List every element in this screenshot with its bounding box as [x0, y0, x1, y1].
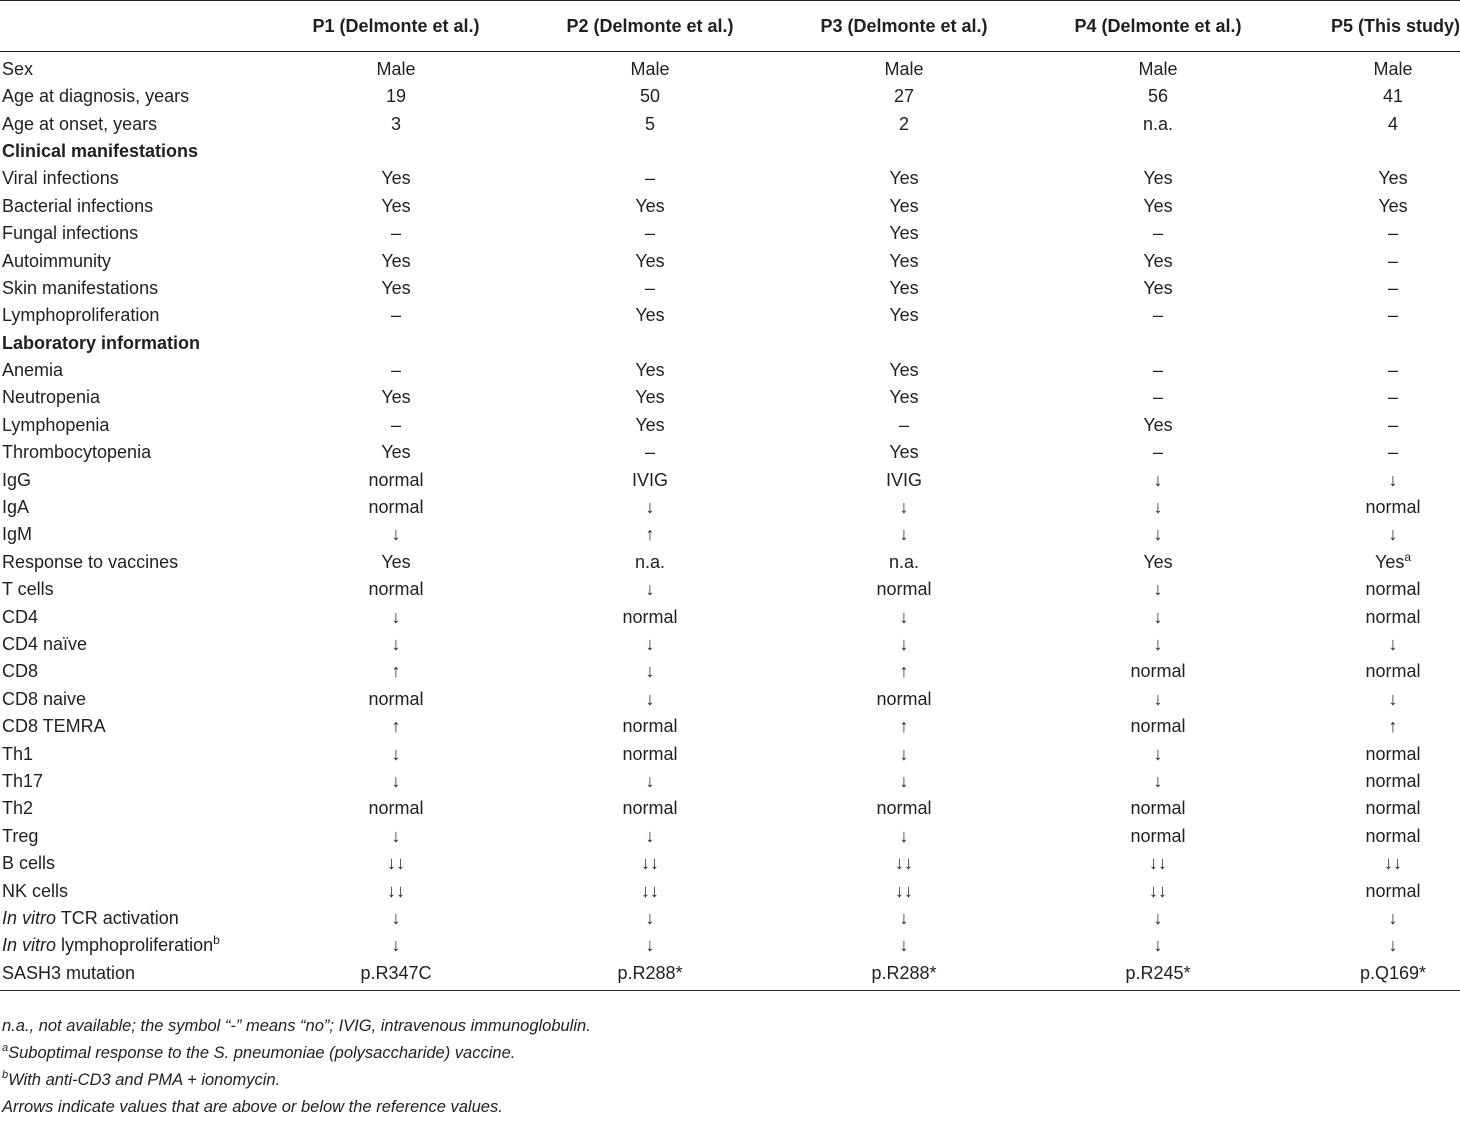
cell-p3: 27	[893, 86, 915, 107]
cell-p3: ↓	[899, 497, 909, 518]
cell-p5: 41	[1382, 86, 1404, 107]
cell-p5: p.Q169*	[1286, 960, 1460, 991]
cell-p2: ↓	[645, 935, 655, 956]
row-label: SASH3 mutation	[0, 960, 270, 991]
row-label: IgA	[2, 497, 30, 518]
cell-p3: ↓	[899, 634, 909, 654]
table-body	[0, 52, 1460, 991]
cell-p4: ↓	[1153, 688, 1163, 709]
table-row	[0, 466, 1460, 493]
table-row	[0, 932, 1460, 959]
cell-p2: ↓	[645, 661, 655, 682]
table-row	[0, 110, 1460, 137]
cell-p1: –	[390, 414, 401, 435]
cell-p2: ↓	[645, 770, 655, 791]
cell-p1: 19	[385, 86, 407, 107]
cell-p1: ↓	[391, 907, 401, 928]
cell-p3: ↑	[899, 661, 909, 682]
table-row	[0, 357, 1460, 384]
cell-p4: Yes	[1143, 277, 1173, 298]
row-label	[0, 932, 270, 959]
cell-p4: ↓	[1153, 743, 1163, 764]
table-row	[0, 877, 1460, 904]
cell-p4: ↓↓	[1149, 880, 1167, 901]
cell-p5: ↑	[1388, 716, 1398, 737]
cell-p3: Yes	[889, 168, 919, 189]
row-label: Lymphoproliferation	[2, 305, 160, 326]
cell-p4: n.a.	[1142, 113, 1174, 134]
cell-p1: Yes	[381, 277, 411, 298]
table-row	[0, 549, 1460, 576]
row-label: Response to vaccines	[2, 551, 179, 572]
cell-p3: ↓	[899, 606, 909, 627]
cell-p2: normal	[622, 606, 678, 627]
header-cell-p3: P3 (Delmonte et al.)	[778, 1, 1030, 52]
cell-p2: p.R288*	[522, 960, 778, 991]
table-row	[0, 275, 1460, 302]
cell-p2: –	[644, 168, 655, 189]
cell-p2: Yes	[635, 195, 665, 216]
header-cell-p4: P4 (Delmonte et al.)	[1030, 1, 1286, 52]
table-row	[0, 494, 1460, 521]
cell-p2: Yes	[635, 360, 665, 381]
row-label: Th17	[2, 770, 44, 791]
cell-p5: ↓	[1388, 907, 1398, 928]
cell-p1: ↑	[391, 716, 401, 737]
footnote-a-mark: a	[2, 1042, 9, 1054]
cell-p5: –	[1387, 414, 1398, 435]
cell-p4: ↓	[1153, 579, 1163, 600]
cell-p3: ↓	[899, 770, 909, 791]
cell-p4: normal	[1130, 825, 1186, 846]
row-label: NK cells	[2, 880, 69, 901]
cell-p1: ↓↓	[387, 880, 405, 901]
table-footnotes	[2, 1013, 591, 1121]
cell-p4: ↓	[1153, 907, 1163, 928]
row-label: Bacterial infections	[2, 195, 154, 216]
cell-p1: ↓	[391, 825, 401, 846]
row-label: Th2	[2, 798, 34, 819]
cell-p4: normal	[1130, 798, 1186, 819]
cell-p5: normal	[1365, 579, 1421, 600]
table-row	[0, 521, 1460, 548]
cell-p5: Yes	[1378, 168, 1408, 189]
row-label: Neutropenia	[2, 387, 101, 408]
cell-p4: –	[1152, 442, 1163, 463]
cell-p4: p.R245*	[1030, 960, 1286, 991]
row-label: CD8 naive	[2, 688, 87, 709]
table-row	[0, 960, 1460, 991]
row-label: Sex	[2, 59, 34, 79]
cell-p5: ↓↓	[1384, 853, 1402, 874]
cell-p4: normal	[1130, 661, 1186, 682]
cell-p1: –	[390, 223, 401, 244]
cell-p1: normal	[368, 688, 424, 709]
cell-p2: ↓	[645, 634, 655, 654]
footnote-abbreviations: n.a., not available; the symbol “-” means “no”; IVIG, intravenous immunoglobulin.	[2, 1017, 591, 1035]
cell-p2: ↑	[645, 524, 655, 545]
cell-p1: Yes	[381, 195, 411, 216]
footnote-a	[2, 1040, 591, 1067]
cell-p1: ↑	[391, 661, 401, 682]
cell-p4: Yes	[1143, 250, 1173, 271]
section-row	[0, 330, 1460, 357]
cell-p3: Yes	[889, 387, 919, 408]
cell-p1: ↓	[391, 770, 401, 791]
cell-p3: n.a.	[888, 551, 920, 572]
table-row	[0, 384, 1460, 411]
table-row	[0, 740, 1460, 767]
cell-p5: ↓	[1388, 634, 1398, 654]
cell-value: Yes	[1374, 551, 1405, 572]
section-heading: Clinical manifestations	[2, 140, 199, 161]
cell-p1: Yes	[381, 168, 411, 189]
cell-p1: ↓	[391, 524, 401, 545]
row-label: Th1	[2, 743, 34, 764]
cell-p2: normal	[622, 743, 678, 764]
cell-p4: ↓	[1153, 634, 1163, 654]
row-label: CD8	[2, 661, 39, 682]
row-label: Treg	[2, 825, 39, 846]
cell-p1: normal	[368, 469, 424, 490]
cell-p4: ↓	[1153, 606, 1163, 627]
row-label-text: TCR activation	[56, 907, 179, 928]
section-heading: Laboratory information	[2, 332, 201, 353]
cell-p2: –	[644, 223, 655, 244]
cell-p5: normal	[1365, 880, 1421, 901]
cell-p5: normal	[1365, 661, 1421, 682]
cell-p3: ↓↓	[895, 853, 913, 874]
row-label-footnote-mark: b	[213, 933, 220, 948]
cell-p2: ↓	[645, 907, 655, 928]
cell-p4: –	[1152, 387, 1163, 408]
row-label: T cells	[2, 579, 54, 600]
cell-p1: p.R347C	[270, 960, 522, 991]
cell-p1: Yes	[381, 551, 411, 572]
cell-p4: –	[1152, 223, 1163, 244]
cell-p3: Yes	[889, 442, 919, 463]
cell-p5: normal	[1365, 497, 1421, 518]
cell-p2: normal	[622, 716, 678, 737]
cell-p5: ↓	[1388, 688, 1398, 709]
table-row	[0, 165, 1460, 192]
cell-p2: ↓	[645, 825, 655, 846]
cell-p2: 50	[639, 86, 661, 107]
cell-p5: –	[1387, 223, 1398, 244]
cell-p2: –	[644, 442, 655, 463]
table-row	[0, 302, 1460, 329]
cell-p2: ↓	[645, 579, 655, 600]
cell-p5: normal	[1365, 743, 1421, 764]
row-label: B cells	[2, 853, 56, 874]
header-cell-p2: P2 (Delmonte et al.)	[522, 1, 778, 52]
cell-p2: n.a.	[634, 551, 666, 572]
cell-p4: Yes	[1143, 168, 1173, 189]
cell-p4: Male	[1138, 59, 1178, 79]
row-label: Fungal infections	[2, 223, 139, 244]
cell-p5: Yes	[1378, 195, 1408, 216]
cell-p2: –	[644, 277, 655, 298]
cell-p3: Yes	[889, 360, 919, 381]
footnote-b-text: With anti-CD3 and PMA + ionomycin.	[8, 1071, 281, 1089]
cell-p5: –	[1387, 277, 1398, 298]
cell-p2: ↓↓	[641, 853, 659, 874]
cell-p4: Yes	[1143, 195, 1173, 216]
section-row	[0, 138, 1460, 165]
cell-p3: Yes	[889, 305, 919, 326]
cell-p5: Male	[1373, 59, 1413, 79]
cell-p4: ↓	[1153, 497, 1163, 518]
cell-p2: normal	[622, 798, 678, 819]
row-label: CD4	[2, 606, 39, 627]
header-cell-label	[0, 1, 270, 52]
table-row	[0, 905, 1460, 932]
cell-p5: –	[1387, 442, 1398, 463]
cell-p5: –	[1387, 387, 1398, 408]
cell-p3: p.R288*	[778, 960, 1030, 991]
cell-p4: Yes	[1143, 551, 1173, 572]
cell-p4: ↓	[1153, 469, 1163, 490]
row-label-italic: In vitro	[2, 907, 57, 928]
table-row	[0, 412, 1460, 439]
row-label: Viral infections	[2, 168, 119, 189]
cell-p4: –	[1152, 305, 1163, 326]
row-label-text: lymphoproliferation	[56, 935, 214, 956]
row-label: Autoimmunity	[2, 250, 112, 271]
cell-p4: ↓	[1153, 524, 1163, 545]
cell-p1: 3	[390, 113, 401, 134]
cell-p1: ↓	[391, 935, 401, 956]
row-label	[0, 905, 270, 932]
cell-p1: –	[390, 305, 401, 326]
cell-p1: normal	[368, 579, 424, 600]
table-row	[0, 247, 1460, 274]
cell-p1: normal	[368, 497, 424, 518]
cell-p2: 5	[644, 113, 655, 134]
cell-p3: Yes	[889, 223, 919, 244]
cell-p1: ↓	[391, 606, 401, 627]
cell-p3: normal	[876, 688, 932, 709]
table-row	[0, 850, 1460, 877]
cell-p5: normal	[1365, 606, 1421, 627]
table-row	[0, 439, 1460, 466]
cell-p2: Yes	[635, 387, 665, 408]
table-row	[0, 823, 1460, 850]
cell-p2: ↓↓	[641, 880, 659, 901]
cell-p2: ↓	[645, 497, 655, 518]
table-row	[0, 658, 1460, 685]
cell-p1: normal	[368, 798, 424, 819]
table-row	[0, 220, 1460, 247]
cell-p5: normal	[1365, 798, 1421, 819]
cell-p4: ↓	[1153, 935, 1163, 956]
table-row	[0, 768, 1460, 795]
cell-p3: ↓	[899, 907, 909, 928]
table-row	[0, 603, 1460, 630]
table-row	[0, 686, 1460, 713]
footnote-arrows: Arrows indicate values that are above or below the reference values.	[2, 1098, 503, 1116]
cell-p4: 56	[1147, 86, 1169, 107]
cell-p5: normal	[1365, 825, 1421, 846]
cell-p1: ↓	[391, 634, 401, 654]
table-row	[0, 631, 1460, 658]
cell-p5: –	[1387, 360, 1398, 381]
cell-p3: ↓	[899, 935, 909, 956]
table-header	[0, 1, 1460, 52]
cell-p5: –	[1387, 305, 1398, 326]
cell-p4: Yes	[1143, 414, 1173, 435]
cell-p2: Yes	[635, 414, 665, 435]
cell-p4: ↓	[1153, 770, 1163, 791]
table-row	[0, 193, 1460, 220]
table-row	[0, 576, 1460, 603]
cell-p3: Male	[884, 59, 924, 79]
row-label: Age at onset, years	[2, 113, 158, 134]
cell-p4: normal	[1130, 716, 1186, 737]
cell-p3: 2	[898, 113, 909, 134]
cell-p5: ↓	[1388, 469, 1398, 490]
row-label: CD4 naïve	[2, 634, 88, 654]
row-label: CD8 TEMRA	[2, 716, 106, 737]
cell-p3: Yes	[889, 277, 919, 298]
cell-p1: Yes	[381, 387, 411, 408]
header-row	[0, 1, 1460, 52]
cell-p1: ↓	[391, 743, 401, 764]
table-row	[0, 713, 1460, 740]
cell-p1: Male	[376, 59, 416, 79]
cell-p3: normal	[876, 798, 932, 819]
table-row	[0, 83, 1460, 110]
cell-p1: ↓↓	[387, 853, 405, 874]
cell-p4: ↓↓	[1149, 853, 1167, 874]
row-label: Anemia	[2, 360, 64, 381]
cell-p3: –	[898, 414, 909, 435]
cell-p3: normal	[876, 579, 932, 600]
row-label: Thrombocytopenia	[2, 442, 152, 463]
cell-p2: Yes	[635, 250, 665, 271]
cell-p2: Yes	[635, 305, 665, 326]
cell-footnote-mark: a	[1404, 549, 1412, 564]
row-label: IgG	[2, 469, 32, 490]
cell-p1: –	[390, 360, 401, 381]
table-row	[0, 795, 1460, 822]
cell-p5: 4	[1387, 113, 1398, 134]
cell-p2: ↓	[645, 688, 655, 709]
row-label: IgM	[2, 524, 33, 545]
cell-p2: IVIG	[631, 469, 668, 490]
row-label-italic: In vitro	[2, 935, 57, 956]
footnote-b-mark: b	[2, 1069, 9, 1081]
cell-p5: normal	[1365, 770, 1421, 791]
row-label: Skin manifestations	[2, 277, 159, 298]
table-row	[0, 52, 1460, 84]
row-label: Lymphopenia	[2, 414, 110, 435]
header-cell-p5: P5 (This study)	[1286, 1, 1460, 52]
cell-p5: –	[1387, 250, 1398, 271]
cell-p3: IVIG	[885, 469, 922, 490]
cell-p3: ↑	[899, 716, 909, 737]
cell-p3: ↓↓	[895, 880, 913, 901]
footnote-a-text: Suboptimal response to the S. pneumoniae (polysaccharide) vaccine.	[8, 1044, 516, 1062]
cell-p5	[1286, 549, 1460, 576]
cell-p1: Yes	[381, 442, 411, 463]
cell-p3: ↓	[899, 524, 909, 545]
cell-p5: ↓	[1388, 524, 1398, 545]
cell-p3: ↓	[899, 743, 909, 764]
cell-p3: ↓	[899, 825, 909, 846]
footnote-b	[2, 1067, 591, 1094]
cell-p4: –	[1152, 360, 1163, 381]
cell-p2: Male	[630, 59, 670, 79]
row-label: Age at diagnosis, years	[2, 86, 190, 107]
cell-p1: Yes	[381, 250, 411, 271]
cell-p3: Yes	[889, 195, 919, 216]
cell-p3: Yes	[889, 250, 919, 271]
header-cell-p1: P1 (Delmonte et al.)	[270, 1, 522, 52]
cell-p5: ↓	[1388, 935, 1398, 956]
